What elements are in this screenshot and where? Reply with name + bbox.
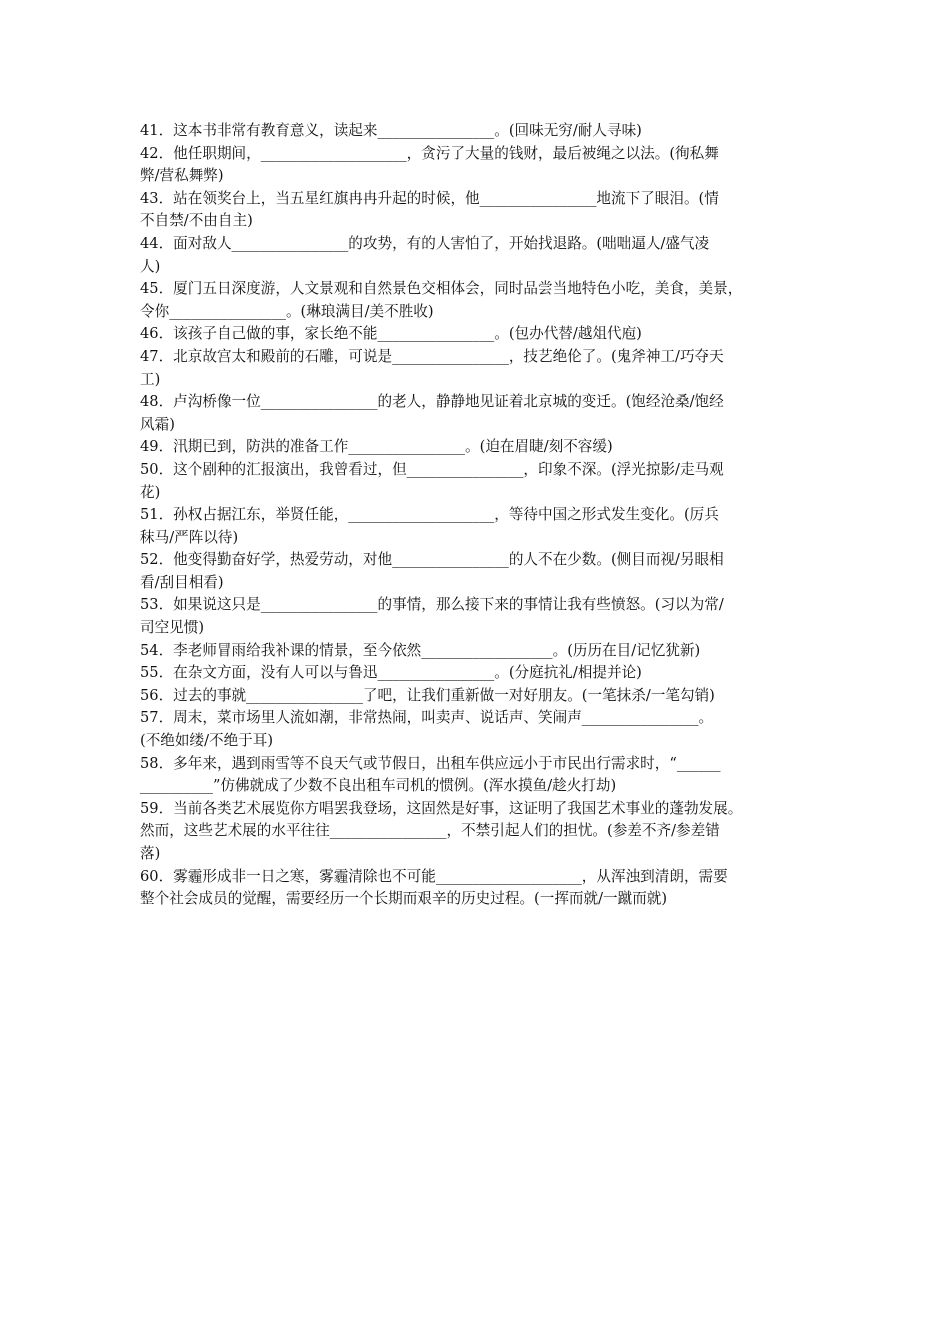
- text-line: 司空见惯): [140, 619, 205, 637]
- text-line: 不自禁/不由自主): [140, 212, 253, 230]
- text-line: 48．卢沟桥像一位________________的老人，静静地见证着北京城的变迁。(饱经沧桑/饱经: [140, 393, 724, 411]
- text-line: 落): [140, 845, 161, 862]
- text-line: 49．汛期已到，防洪的准备工作________________。(迫在眉睫/刻不容缓): [140, 438, 613, 456]
- text-line: 花): [140, 483, 161, 501]
- text-line: 44．面对敌人________________的攻势，有的人害怕了，开始找退路。(咄咄逼人/盛气凌: [140, 234, 710, 252]
- text-line: 53．如果说这只是________________的事情，那么接下来的事情让我有些愤怒。(习以为常/: [140, 596, 724, 614]
- text-line: (不绝如缕/不绝于耳): [140, 732, 274, 750]
- text-line: 57．周末，菜市场里人流如潮，非常热闹，叫卖声、说话声、笑闹声________________。: [140, 709, 714, 727]
- text-line: 秣马/严阵以待): [140, 528, 239, 546]
- text-line: 41．这本书非常有教育意义，读起来________________。(回味无穷/耐人寻味): [140, 122, 642, 139]
- text-line: 52．他变得勤奋好学，热爱劳动，对他________________的人不在少数。(侧目而视/另眼相: [140, 551, 724, 569]
- text-line: 50．这个剧种的汇报演出，我曾看过，但________________，印象不深。(浮光掠影/走马观: [140, 460, 724, 478]
- text-line: 然而，这些艺术展的水平往往________________，不禁引起人们的担忧。(参差不齐/参差错: [140, 822, 720, 840]
- text-line: 51．孙权占据江东，举贤任能，____________________，等待中国之形式发生变化。(厉兵: [140, 506, 719, 524]
- text-line: 令你________________。(琳琅满目/美不胜收): [140, 302, 434, 320]
- text-line: __________”仿佛就成了少数不良出租车司机的惯例。(浑水摸鱼/趁火打劫): [140, 777, 617, 795]
- text-line: 54．李老师冒雨给我补课的情景，至今依然__________________。(历历在目/记忆犹新): [140, 641, 701, 659]
- text-line: 45．厦门五日深度游，人文景观和自然景色交相体会，同时品尝当地特色小吃，美食，美景，: [140, 280, 743, 298]
- question-list: [140, 120, 820, 933]
- text-line: 46．该孩子自己做的事，家长绝不能________________。(包办代替/越俎代庖): [140, 325, 642, 343]
- text-line: 56．过去的事就________________了吧，让我们重新做一对好朋友。(一笔抹杀/一笔勾销): [140, 686, 715, 704]
- text-line: 风霜): [140, 415, 175, 433]
- text-line: 47．北京故宫太和殿前的石雕，可说是________________，技艺绝伦了。(鬼斧神工/巧夺天: [140, 347, 724, 365]
- text-line: 55．在杂文方面，没有人可以与鲁迅________________。(分庭抗礼/相提并论): [140, 664, 642, 682]
- text-line: 60．雾霾形成非一日之寒，雾霾清除也不可能____________________，从浑浊到清朗，需要: [140, 867, 728, 885]
- text-line: 43．站在领奖台上，当五星红旗冉冉升起的时候，他________________地流下了眼泪。(情: [140, 189, 719, 207]
- text-line: 看/刮目相看): [140, 573, 224, 591]
- text-line: 58．多年来，遇到雨雪等不良天气或节假日，出租车供应远小于市民出行需求时，“______: [140, 754, 721, 772]
- text-line: 弊/营私舞弊): [140, 167, 224, 185]
- text-line: 人): [140, 257, 161, 275]
- text-line: [140, 911, 820, 934]
- text-line: 工): [140, 370, 161, 388]
- text-line: 59．当前各类艺术展览你方唱罢我登场，这固然是好事，这证明了我国艺术事业的蓬勃发展。: [140, 799, 743, 817]
- text-line: 整个社会成员的觉醒，需要经历一个长期而艰辛的历史过程。(一挥而就/一蹴而就): [140, 890, 668, 908]
- text-line: 42．他任职期间，____________________，贪污了大量的钱财，最后被绳之以法。(徇私舞: [140, 144, 719, 162]
